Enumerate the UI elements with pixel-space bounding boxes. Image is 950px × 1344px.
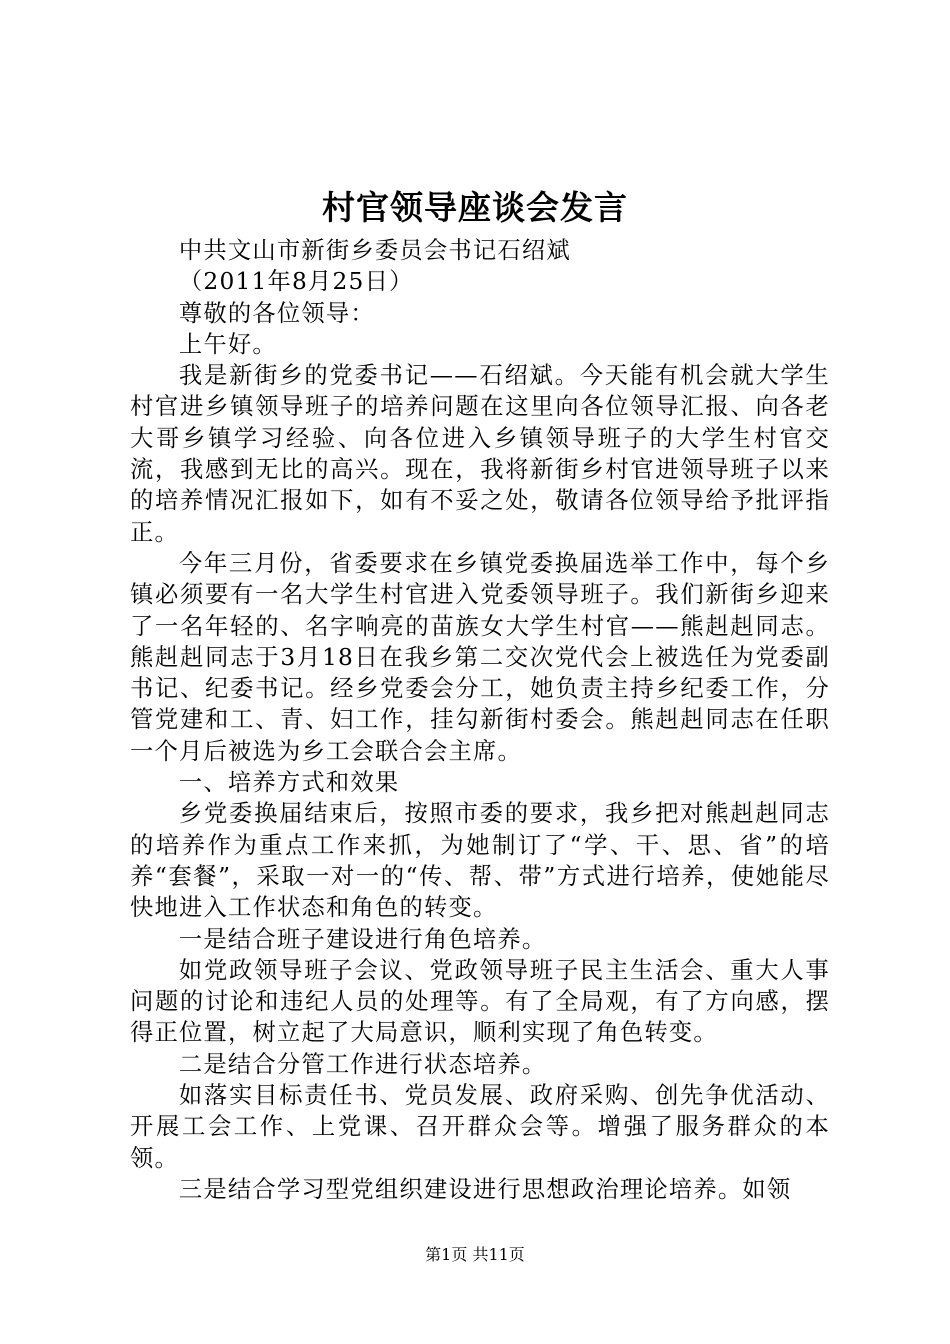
paragraph-point-three: 三是结合学习型党组织建设进行思想政治理论培养。如领	[178, 1175, 792, 1203]
paragraph-greeting: 上午好。	[178, 330, 277, 358]
paragraph-point-two: 二是结合分管工作进行状态培养。	[178, 1050, 547, 1078]
section-heading: 一、培养方式和效果	[178, 769, 400, 797]
document-title: 村官领导座谈会发言	[322, 188, 628, 227]
paragraph-salutation: 尊敬的各位领导：	[178, 299, 375, 327]
paragraph-author: 中共文山市新街乡委员会书记石绍斌	[178, 237, 571, 264]
paragraph-training-overview: 乡党委换届结束后，按照市委的要求，我乡把对熊赳赳同志的培养作为重点工作来抓，为她制订了“学、干、思、省”的培养“套餐”，采取一对一的“传、帮、带”方式进行培养，使她能尽快地进入工作状态和角色的转变。	[130, 800, 830, 922]
document-body	[130, 235, 830, 1205]
paragraph-background: 今年三月份，省委要求在乡镇党委换届选举工作中，每个乡镇必须要有一名大学生村官进入党委领导班子。我们新街乡迎来了一名年轻的、名字响亮的苗族女大学生村官——熊赳赳同志。熊赳赳同志于3月18日在我乡第二交次党代会上被选任为党委副书记、纪委书记。经乡党委会分工，她负责主持乡纪委工作，分管党建和工、青、妇工作，挂勾新街村委会。熊赳赳同志在任职一个月后被选为乡工会联合会主席。	[130, 549, 830, 765]
paragraph-date: （2011年8月25日）	[178, 268, 414, 296]
page-footer: 第1页 共11页	[425, 1245, 525, 1264]
paragraph-intro: 我是新街乡的党委书记——石绍斌。今天能有机会就大学生村官进乡镇领导班子的培养问题在这里向各位领导汇报、向各老大哥乡镇学习经验、向各位进入乡镇领导班子的大学生村官交流，我感到无比的高兴。现在，我将新街乡村官进领导班子以来的培养情况汇报如下，如有不妥之处，敬请各位领导给予批评指正。	[130, 362, 830, 546]
paragraph-point-one: 一是结合班子建设进行角色培养。	[178, 925, 547, 953]
paragraph-point-one-detail: 如党政领导班子会议、党政领导班子民主生活会、重大人事问题的讨论和违纪人员的处理等。有了全局观，有了方向感，摆得正位置，树立起了大局意识，顺利实现了角色转变。	[130, 956, 830, 1047]
paragraph-point-two-detail: 如落实目标责任书、党员发展、政府采购、创先争优活动、开展工会工作、上党课、召开群众会等。增强了服务群众的本领。	[130, 1082, 830, 1172]
